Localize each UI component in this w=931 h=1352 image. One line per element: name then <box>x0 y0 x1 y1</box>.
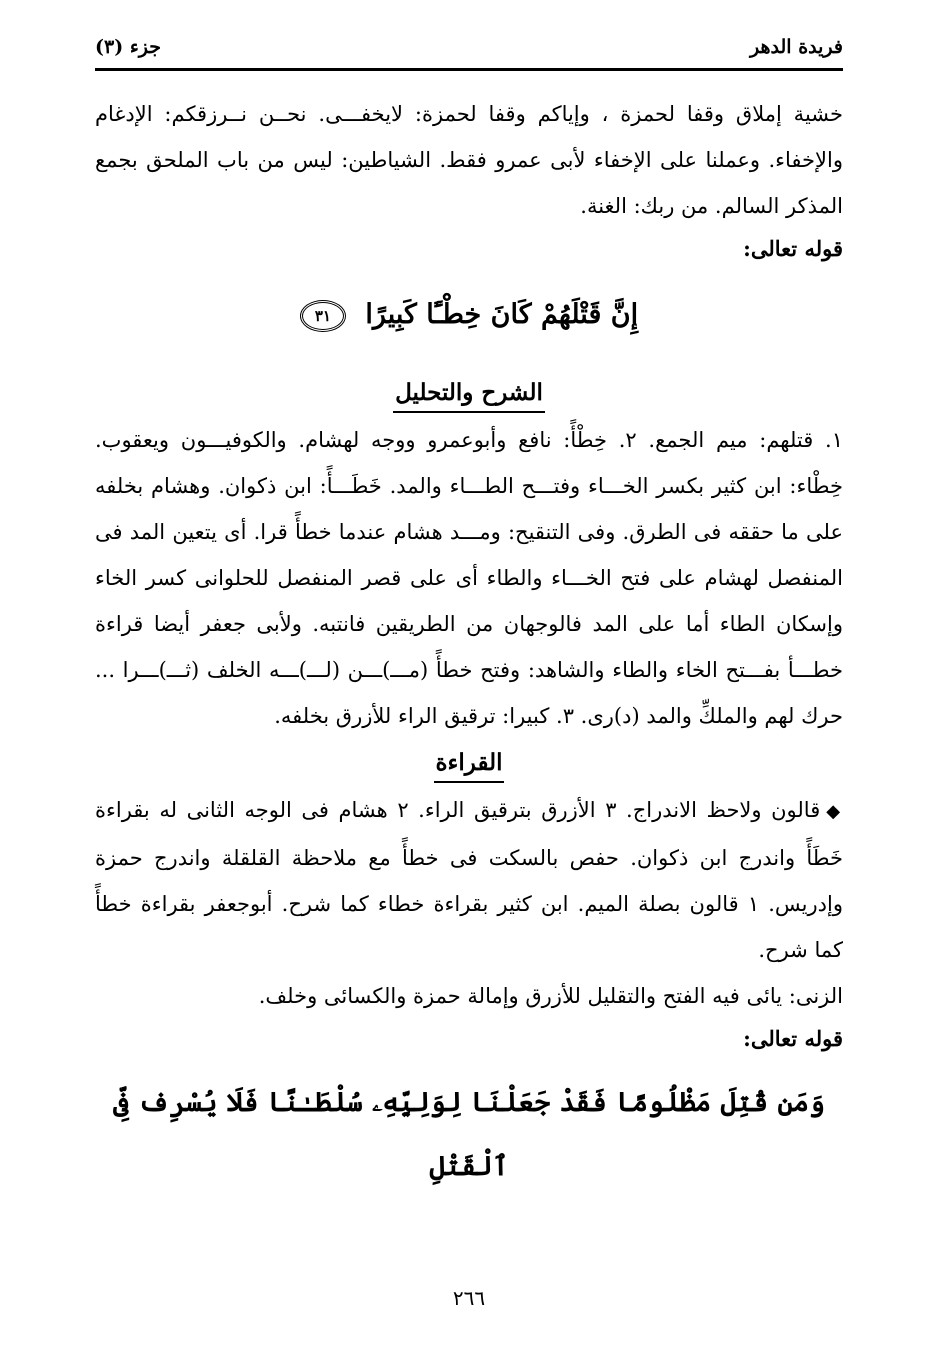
book-title: فريدة الدهر <box>750 36 843 58</box>
quran-verse <box>95 1071 843 1199</box>
quran-verse <box>95 283 843 347</box>
section-title-qiraa <box>95 745 843 783</box>
verse-label: قوله تعالى: <box>743 236 843 261</box>
verse-text: وَمَن قُتِلَ مَظْلُومًا فَقَدْ جَعَلْنَا لِوَلِيِّهِۦ سُلْطَـٰنًا فَلَا يُسْرِف فِّى ٱلْقَتْلِ <box>113 1087 825 1182</box>
diamond-bullet-icon: ◆ <box>826 801 844 822</box>
qiraa-paragraph <box>95 787 843 973</box>
book-page <box>95 30 843 1332</box>
part-number: جزء (٣) <box>95 36 161 58</box>
verse-label: قوله تعالى: <box>743 1026 843 1051</box>
running-header <box>95 30 843 71</box>
section-title-text: الشرح والتحليل <box>393 375 545 413</box>
verse-text: إِنَّ قَتْلَهُمْ كَانَ خِطْـًٔا كَبِيرًا <box>365 299 639 330</box>
qiraa-text: قالون ولاحظ الاندراج. ٣ الأزرق بترقيق الراء. ٢ هشام فى الوجه الثانى له بقراءة خَطَأً واندرج ابن ذكوان. حفص بالسكت فى خطأً مع ملاحظة القلقلة واندرج حمزة وإدريس. ١ قالون بصلة الميم. ابن كثير بقراءة خطاء كما شرح. أبوجعفر بقراءة خطأً كما شرح. <box>95 798 843 962</box>
note-paragraph: الزنى: يائى فيه الفتح والتقليل للأزرق وإمالة حمزة والكسائى وخلف. <box>258 984 843 1008</box>
intro-paragraph: خشية إملاق وقفا لحمزة ، وإياكم وقفا لحمزة: لايخفـــى. نحــن نــرزقكم: الإدغام والإخفاء. وعملنا على الإخفاء لأبى عمرو فقط. الشياطين: ليس من باب الملحق بجمع المذكر السالم. من ربك: الغنة. <box>95 102 843 218</box>
sharh-paragraph: ١. قتلهم: ميم الجمع. ٢. خِطْأً: نافع وأبوعمرو ووجه لهشام. والكوفيـــون ويعقوب. خِطْاء: ابن كثير بكسر الخـــاء وفتـــح الطـــاء والمد. خَطَـــأً: ابن ذكوان. وهشام بخلفه على ما حققه فى الطرق. وفى التنقيح: ومـــد هشام عندما خطأً قرا. أى يتعين المد فى المنفصل لهشام على فتح الخـــاء والطاء أى على قصر المنفصل للحلوانى كسر الخاء وإسكان الطاء أما على المد فالوجهان من الطريقين فانتبه. ولأبى جعفر أيضا قراءة خطـــأ بفـــتح الخاء والطاء والشاهد: وفتح خطأً (مـــ)ـــن (لـــ)ـــه الخلف (ثـــ)ـــرا ... حرك لهم والملكِّ والمد (د)رى. ٣. كبيرا: ترقيق الراء للأزرق بخلفه. <box>95 428 843 728</box>
section-title-sharh <box>95 375 843 413</box>
verse-number-badge: ٣١ <box>300 300 346 332</box>
page-number: ٢٦٦ <box>452 1286 486 1310</box>
section-title-text: القراءة <box>434 745 505 783</box>
